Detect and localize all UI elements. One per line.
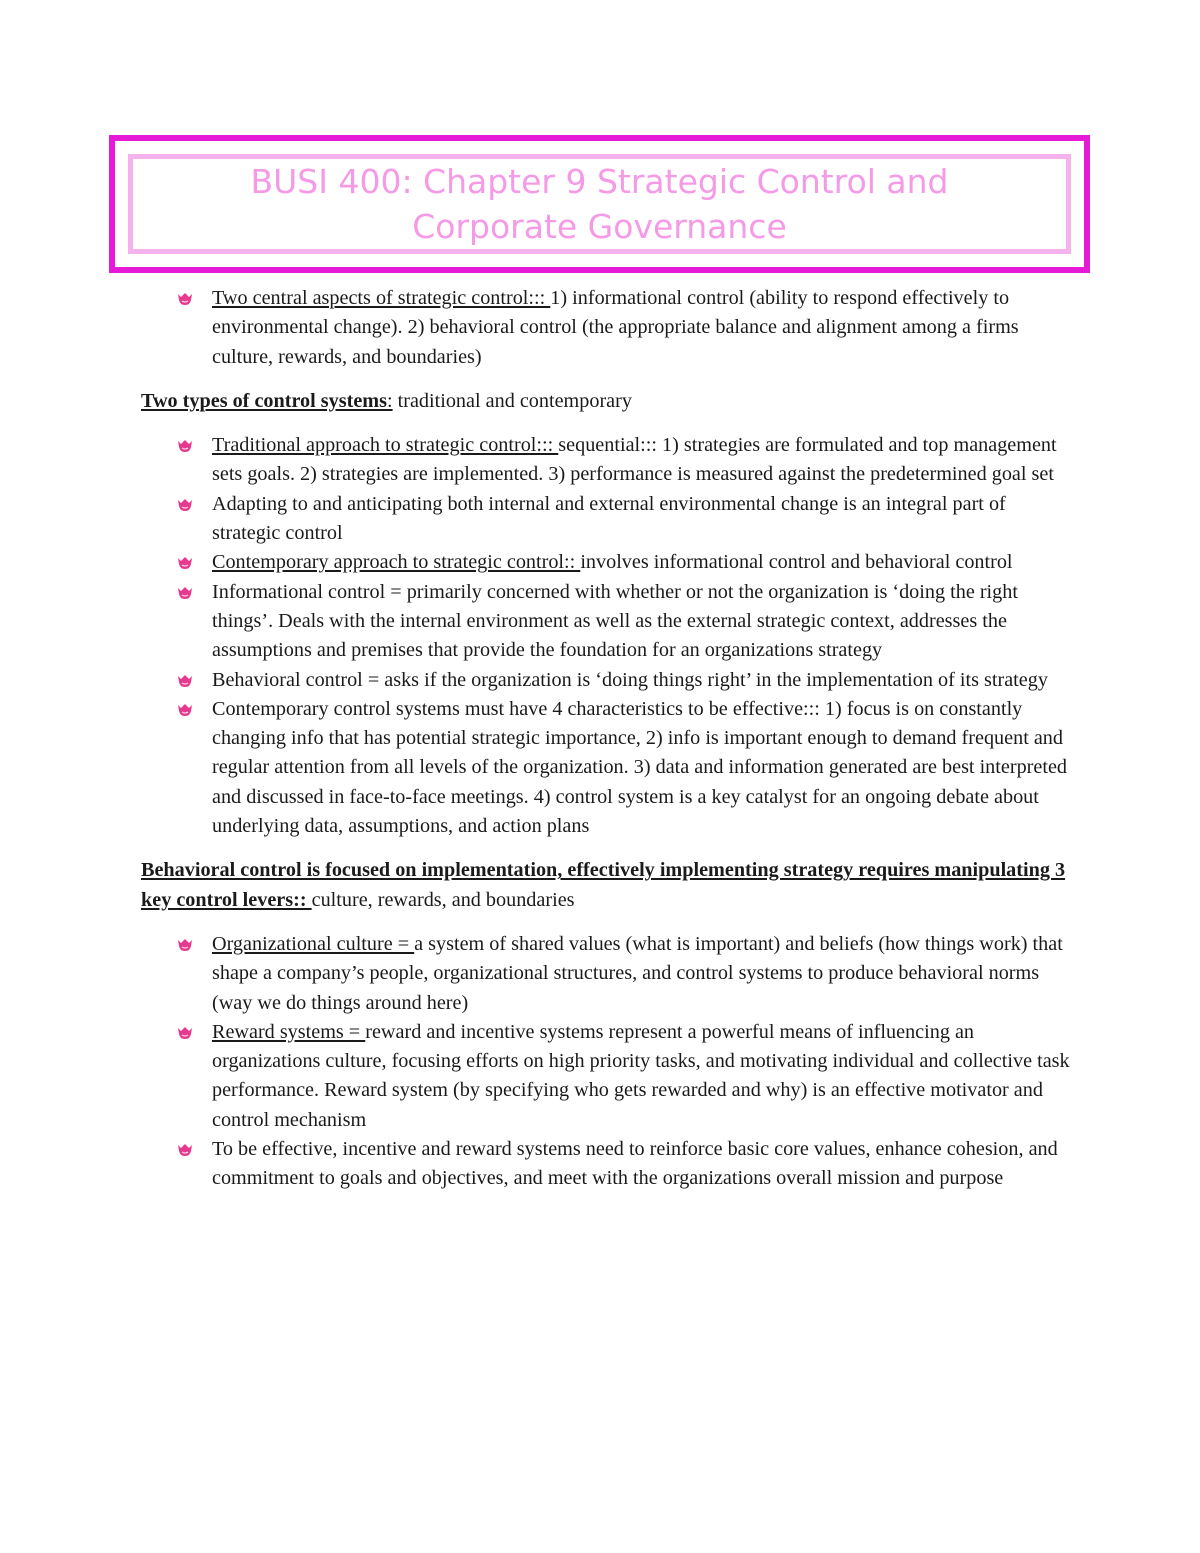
pink-tulip-icon <box>177 556 193 570</box>
item-lead: Reward systems = <box>212 1020 366 1043</box>
list-item <box>141 930 1071 1018</box>
heading-label: Two types of control systems <box>141 389 387 412</box>
item-text: involves informational control and behavioral control <box>580 551 1013 574</box>
list-item <box>141 1135 1071 1194</box>
item-lead: Two central aspects of strategic control::: <box>212 287 551 309</box>
list-item <box>141 490 1071 549</box>
item-text: Informational control = primarily concerned with whether or not the organization is ‘doing the right things’. Deals with the internal environment as well as the external strategic context, addresses the assumptions and premises that provide the foundation for an organizations strategy <box>212 580 1018 662</box>
item-lead: Contemporary approach to strategic control:: <box>212 551 581 574</box>
list-item <box>141 548 1071 577</box>
list-item <box>141 284 1071 372</box>
item-text: Behavioral control = asks if the organization is ‘doing things right’ in the implementation of its strategy <box>212 668 1048 691</box>
list-item <box>141 695 1071 841</box>
pink-tulip-icon <box>177 439 193 453</box>
pink-tulip-icon <box>177 498 193 512</box>
title-frame <box>109 135 1090 273</box>
heading-rest: traditional and contemporary <box>392 389 632 412</box>
section3-heading <box>141 856 1071 915</box>
list-item <box>141 666 1071 695</box>
item-lead: Organizational culture = <box>212 932 415 955</box>
item-text: Adapting to and anticipating both internal and external environmental change is an integral part of strategic control <box>212 492 1006 545</box>
pink-tulip-icon <box>177 292 193 306</box>
item-lead: Traditional approach to strategic control::: <box>212 434 559 457</box>
title-inner-frame <box>128 154 1071 254</box>
pink-tulip-icon <box>177 586 193 600</box>
item-text: sequential::: 1) strategies are formulated and top management sets goals. 2) strategies are implemented. 3) performance is measured against the predetermined goal set <box>212 434 1057 486</box>
title-line-1: BUSI 400: Chapter 9 Strategic Control and <box>250 162 949 201</box>
list-item <box>141 578 1071 666</box>
pink-tulip-icon <box>177 1026 193 1040</box>
heading-rest: culture, rewards, and boundaries <box>311 888 575 911</box>
pink-tulip-icon <box>177 703 193 717</box>
item-text: reward and incentive systems represent a powerful means of influencing an organizations culture, focusing efforts on high priority tasks, and motivating individual and collective task performance. Reward system (by specifying who gets rewarded and why) is an effective motivator and control mechanism <box>212 1020 1070 1131</box>
document-title <box>133 159 1066 249</box>
pink-tulip-icon <box>177 1143 193 1157</box>
section2-heading <box>141 387 1071 416</box>
document-body <box>141 284 1071 1194</box>
item-text: To be effective, incentive and reward systems need to reinforce basic core values, enhance cohesion, and commitment to goals and objectives, and meet with the organizations overall mission and purpose <box>212 1138 1058 1190</box>
title-line-2: Corporate Governance <box>412 207 787 246</box>
section1-list <box>141 284 1071 372</box>
item-text: Contemporary control systems must have 4 characteristics to be effective::: 1) focus is on constantly changing info that has potential strategic importance, 2) info is important enough to demand frequent and regular attention from all levels of the organization. 3) data and information generated are best interpreted and discussed in face-to-face meetings. 4) control system is a key catalyst for an ongoing debate about underlying data, assumptions, and action plans <box>212 697 1068 838</box>
pink-tulip-icon <box>177 674 193 688</box>
heading-colon: : <box>386 389 393 412</box>
heading-label: Behavioral control is focused on implementation, effectively implementing strategy requires manipulating 3 key control levers:: <box>141 859 1066 911</box>
item-text: 1) informational control (ability to respond effectively to environmental change). 2) behavioral control (the appropriate balance and alignment among a firms culture, rewards, and boundaries) <box>212 287 1019 368</box>
list-item <box>141 431 1071 490</box>
list-item <box>141 1018 1071 1135</box>
item-text: a system of shared values (what is important) and beliefs (how things work) that shape a company’s people, organizational structures, and control systems to produce behavioral norms (way we do things around here) <box>212 932 1063 1014</box>
section3-list <box>141 930 1071 1194</box>
section2-list <box>141 431 1071 841</box>
pink-tulip-icon <box>177 938 193 952</box>
